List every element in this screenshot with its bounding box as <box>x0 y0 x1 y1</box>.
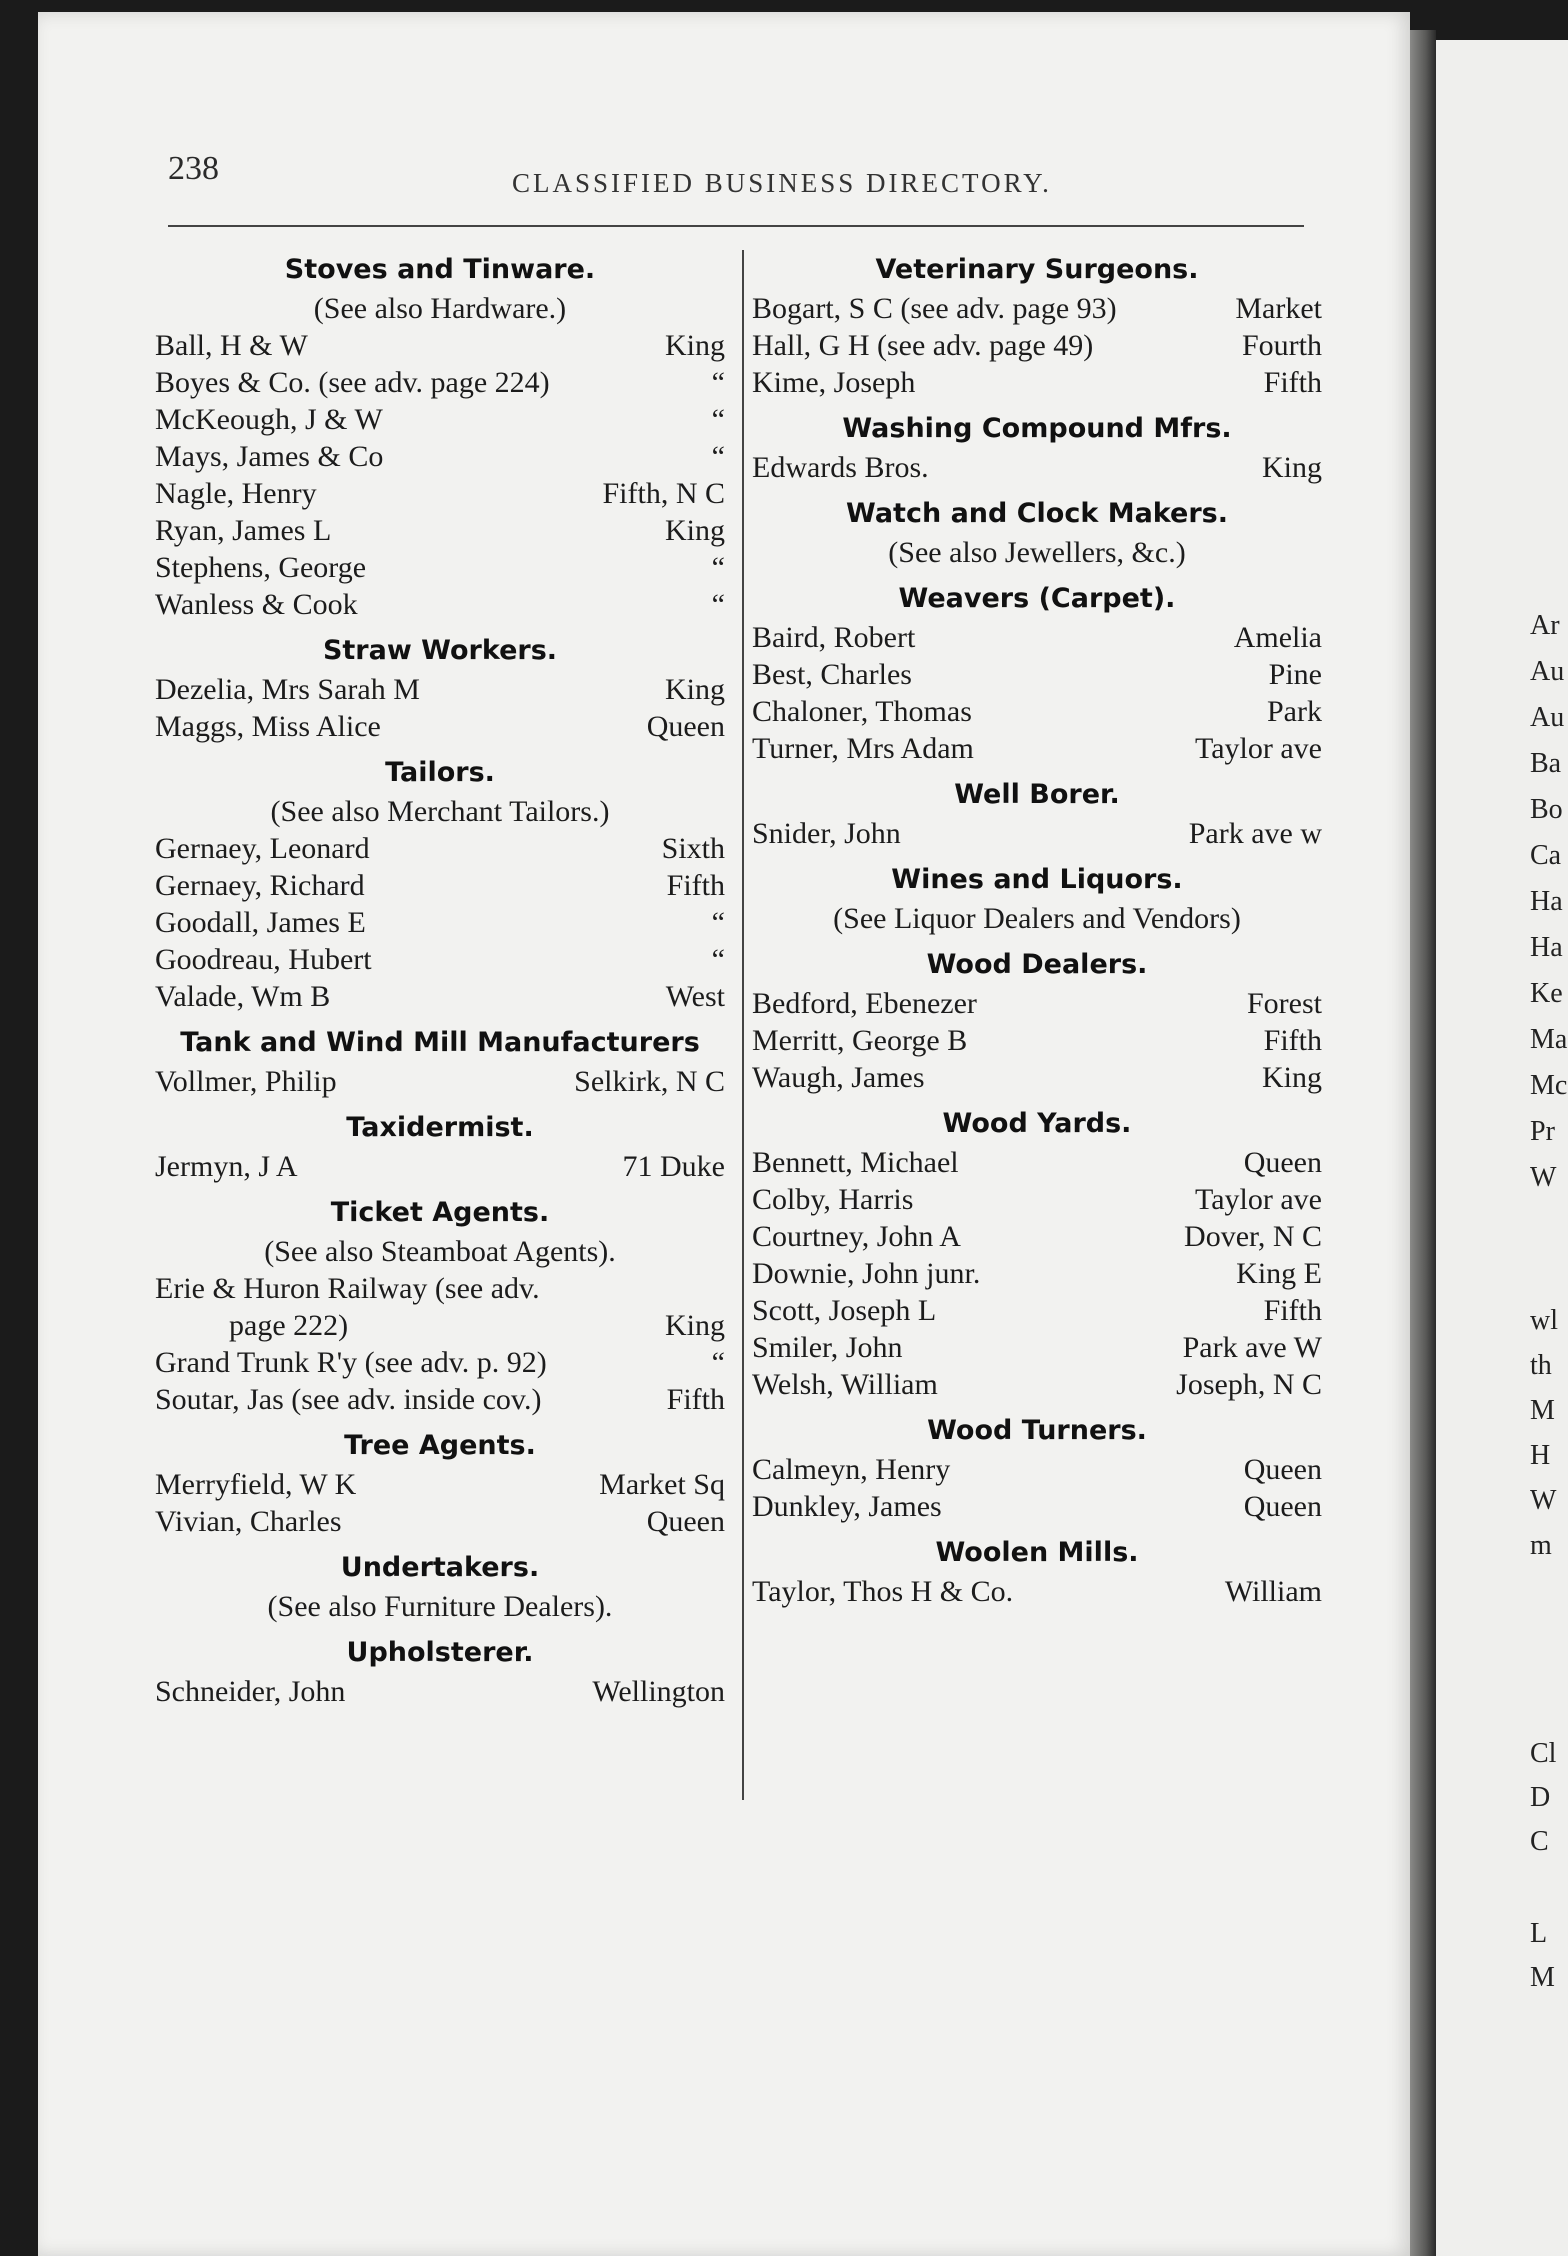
directory-section <box>155 753 725 1015</box>
directory-entry <box>752 1573 1322 1610</box>
directory-entry <box>155 1466 725 1503</box>
business-name: Snider, John <box>752 817 901 850</box>
facing-page-text-fragment: W <box>1530 1162 1557 1193</box>
business-name: Courtney, John A <box>752 1220 961 1253</box>
facing-page-text-fragment: Au <box>1530 656 1565 687</box>
business-name: Turner, Mrs Adam <box>752 732 974 765</box>
business-location: “ <box>711 588 725 621</box>
facing-page-text-fragment: th <box>1530 1350 1552 1381</box>
directory-entry <box>752 1181 1322 1218</box>
directory-entry <box>155 978 725 1015</box>
business-name: Merryfield, W K <box>155 1468 357 1501</box>
business-name: Kime, Joseph <box>752 366 916 399</box>
see-also-note: (See Liquor Dealers and Vendors) <box>833 902 1241 935</box>
see-also-note: (See also Jewellers, &c.) <box>888 536 1186 569</box>
business-location: Fifth, N C <box>602 477 725 510</box>
directory-entry <box>155 475 725 512</box>
running-title: CLASSIFIED BUSINESS DIRECTORY. <box>512 168 1052 198</box>
business-name: Schneider, John <box>155 1675 346 1708</box>
directory-entry <box>752 1144 1322 1181</box>
business-name: Waugh, James <box>752 1061 925 1094</box>
business-location: Queen <box>646 710 725 743</box>
section-heading: Taxidermist. <box>346 1112 534 1143</box>
business-name: Edwards Bros. <box>752 451 929 484</box>
business-name: Jermyn, J A <box>155 1150 298 1183</box>
business-location: Amelia <box>1233 621 1322 654</box>
business-location: Fifth <box>666 869 725 902</box>
directory-entry <box>752 1218 1322 1255</box>
business-name: Bedford, Ebenezer <box>752 987 977 1020</box>
business-name: Mays, James & Co <box>155 440 384 473</box>
business-location: Park ave W <box>1182 1331 1322 1364</box>
directory-entry <box>155 708 725 745</box>
business-name: Boyes & Co. (see adv. page 224) <box>155 366 550 399</box>
business-name: page 222) <box>229 1309 349 1342</box>
business-location: King <box>665 329 725 362</box>
business-name: Welsh, William <box>752 1368 938 1401</box>
business-name: Colby, Harris <box>752 1183 914 1216</box>
directory-section <box>155 1193 725 1418</box>
business-name: Merritt, George B <box>752 1024 968 1057</box>
section-heading: Tree Agents. <box>344 1430 536 1461</box>
business-location: King E <box>1236 1257 1322 1290</box>
business-location: William <box>1224 1575 1322 1608</box>
facing-page-text-fragment: Mc <box>1530 1070 1568 1101</box>
directory-entry <box>752 619 1322 656</box>
section-heading: Woolen Mills. <box>935 1537 1139 1568</box>
directory-section <box>752 775 1322 852</box>
business-location: Queen <box>1243 1146 1322 1179</box>
business-name: Goodall, James E <box>155 906 366 939</box>
facing-page-text-fragment: Ha <box>1530 932 1563 963</box>
business-name: Taylor, Thos H & Co. <box>752 1575 1014 1608</box>
facing-page-text-fragment: Au <box>1530 702 1565 733</box>
section-heading: Tank and Wind Mill Manufacturers <box>180 1027 700 1058</box>
business-location: “ <box>711 366 725 399</box>
business-name: Maggs, Miss Alice <box>155 710 381 743</box>
business-name: Grand Trunk R'y (see adv. p. 92) <box>155 1346 547 1379</box>
facing-page-text-fragment: m <box>1530 1530 1552 1561</box>
directory-entry <box>155 1381 725 1418</box>
directory-entry <box>752 1255 1322 1292</box>
directory-entry <box>155 941 725 978</box>
business-location: Selkirk, N C <box>574 1065 725 1098</box>
section-heading: Undertakers. <box>340 1552 540 1583</box>
business-name: Soutar, Jas (see adv. inside cov.) <box>155 1383 542 1416</box>
business-name: Dezelia, Mrs Sarah M <box>155 673 420 706</box>
business-name: Vollmer, Philip <box>155 1065 337 1098</box>
business-name: Vivian, Charles <box>155 1505 342 1538</box>
facing-page-text-fragment: M <box>1530 1395 1555 1426</box>
business-location: Fourth <box>1241 329 1322 362</box>
section-heading: Veterinary Surgeons. <box>875 254 1199 285</box>
directory-section <box>752 1411 1322 1525</box>
directory-section <box>752 860 1322 937</box>
directory-entry <box>155 1148 725 1185</box>
business-location: Queen <box>1243 1490 1322 1523</box>
business-name: Downie, John junr. <box>752 1257 981 1290</box>
directory-entry <box>752 985 1322 1022</box>
page-number: 238 <box>168 150 219 187</box>
facing-page-text-fragment: Ma <box>1530 1024 1568 1055</box>
business-name: Best, Charles <box>752 658 912 691</box>
directory-entry <box>155 1270 725 1307</box>
section-heading: Wood Dealers. <box>926 949 1148 980</box>
business-location: Taylor ave <box>1194 1183 1322 1216</box>
business-name: Wanless & Cook <box>155 588 358 621</box>
section-heading: Wood Yards. <box>942 1108 1132 1139</box>
directory-entry <box>752 730 1322 767</box>
business-name: Valade, Wm B <box>155 980 331 1013</box>
business-location: Queen <box>1243 1453 1322 1486</box>
business-name: Bennett, Michael <box>752 1146 959 1179</box>
directory-section <box>155 1023 725 1100</box>
section-heading: Stoves and Tinware. <box>284 254 596 285</box>
business-name: Nagle, Henry <box>155 477 317 510</box>
facing-page-text-fragment: L <box>1530 1918 1548 1949</box>
section-heading: Well Borer. <box>954 779 1120 810</box>
business-name: Gernaey, Leonard <box>155 832 370 865</box>
directory-section <box>155 250 725 623</box>
directory-entry <box>155 364 725 401</box>
section-heading: Tailors. <box>385 757 495 788</box>
directory-entry <box>752 1059 1322 1096</box>
see-also-note: (See also Hardware.) <box>313 292 567 325</box>
business-name: Goodreau, Hubert <box>155 943 372 976</box>
facing-page-text-fragment: Ba <box>1530 748 1562 779</box>
business-location: Market Sq <box>599 1468 725 1501</box>
business-name: Chaloner, Thomas <box>752 695 972 728</box>
directory-section <box>155 1633 725 1710</box>
directory-entry <box>155 1344 725 1381</box>
section-heading: Ticket Agents. <box>330 1197 550 1228</box>
facing-page-text-fragment: D <box>1530 1782 1551 1813</box>
section-heading: Straw Workers. <box>322 635 558 666</box>
business-location: Forest <box>1247 987 1322 1020</box>
business-location: “ <box>711 440 725 473</box>
directory-entry <box>752 327 1322 364</box>
facing-page-text-fragment: Ca <box>1530 840 1562 871</box>
facing-page <box>1436 40 1568 2256</box>
business-location: King <box>1262 451 1322 484</box>
directory-entry <box>752 815 1322 852</box>
directory-section <box>752 250 1322 401</box>
directory-entry <box>752 364 1322 401</box>
facing-page-text-fragment: Ke <box>1530 978 1563 1009</box>
business-location: King <box>665 1309 725 1342</box>
see-also-note: (See also Furniture Dealers). <box>267 1590 613 1623</box>
directory-entry <box>155 438 725 475</box>
business-name: Baird, Robert <box>752 621 916 654</box>
book-spine <box>1410 30 1436 2256</box>
business-name: Erie & Huron Railway (see adv. <box>155 1272 540 1305</box>
business-name: Ryan, James L <box>155 514 332 547</box>
directory-section <box>752 409 1322 486</box>
directory-section <box>752 1533 1322 1610</box>
directory-entry <box>155 830 725 867</box>
directory-entry <box>155 1307 725 1344</box>
see-also-note: (See also Steamboat Agents). <box>264 1235 616 1268</box>
business-location: Fifth <box>1263 366 1322 399</box>
directory-section <box>752 945 1322 1096</box>
directory-entry <box>155 1063 725 1100</box>
directory-entry <box>752 1366 1322 1403</box>
business-location: Pine <box>1268 658 1322 691</box>
facing-page-text-fragment: H <box>1530 1440 1551 1471</box>
business-location: 71 Duke <box>622 1150 725 1183</box>
directory-section <box>155 631 725 745</box>
business-name: Dunkley, James <box>752 1490 942 1523</box>
business-location: “ <box>711 551 725 584</box>
business-location: Park <box>1267 695 1322 728</box>
directory-entry <box>155 904 725 941</box>
section-heading: Wines and Liquors. <box>891 864 1183 895</box>
directory-section <box>155 1108 725 1185</box>
directory-entry <box>752 1022 1322 1059</box>
section-heading: Upholsterer. <box>346 1637 534 1668</box>
business-location: “ <box>711 1346 725 1379</box>
business-name: Scott, Joseph L <box>752 1294 937 1327</box>
column-divider <box>742 250 744 1800</box>
business-location: Dover, N C <box>1184 1220 1322 1253</box>
directory-section <box>155 1548 725 1625</box>
directory-entry <box>752 449 1322 486</box>
directory-entry <box>155 512 725 549</box>
business-name: Ball, H & W <box>155 329 308 362</box>
business-location: Market <box>1235 292 1322 325</box>
business-location: “ <box>711 906 725 939</box>
see-also-note: (See also Merchant Tailors.) <box>270 795 610 828</box>
directory-section <box>752 494 1322 571</box>
section-heading: Wood Turners. <box>927 1415 1147 1446</box>
directory-entry <box>752 656 1322 693</box>
business-location <box>717 1270 725 1307</box>
business-location: King <box>665 673 725 706</box>
directory-entry <box>752 1488 1322 1525</box>
directory-entry <box>155 549 725 586</box>
business-location: Queen <box>646 1505 725 1538</box>
business-location: West <box>665 980 725 1013</box>
directory-entry <box>155 327 725 364</box>
right-column <box>752 242 1322 1610</box>
business-name: Smiler, John <box>752 1331 903 1364</box>
directory-entry <box>752 1451 1322 1488</box>
directory-entry <box>752 693 1322 730</box>
business-location: “ <box>711 403 725 436</box>
directory-entry <box>155 671 725 708</box>
directory-section <box>752 1104 1322 1403</box>
business-location: Fifth <box>1263 1294 1322 1327</box>
directory-section <box>752 579 1322 767</box>
business-location: Wellington <box>592 1675 725 1708</box>
directory-section <box>155 1426 725 1540</box>
facing-page-text-fragment: Bo <box>1530 794 1563 825</box>
business-location: Taylor ave <box>1194 732 1322 765</box>
facing-page-text-fragment: M <box>1530 1962 1555 1993</box>
facing-page-text-fragment: Ar <box>1530 610 1560 641</box>
section-heading: Watch and Clock Makers. <box>846 498 1228 529</box>
directory-entry <box>752 290 1322 327</box>
facing-page-text-fragment: Ha <box>1530 886 1563 917</box>
business-name: Bogart, S C (see adv. page 93) <box>752 292 1117 325</box>
facing-page-text-fragment: Cl <box>1530 1738 1557 1769</box>
business-name: Hall, G H (see adv. page 49) <box>752 329 1094 362</box>
business-location: King <box>665 514 725 547</box>
business-location: Joseph, N C <box>1176 1368 1322 1401</box>
business-location: Fifth <box>666 1383 725 1416</box>
business-location: King <box>1262 1061 1322 1094</box>
facing-page-text-fragment: Pr <box>1530 1116 1555 1147</box>
facing-page-text-fragment: W <box>1530 1485 1557 1516</box>
directory-entry <box>155 586 725 623</box>
business-location: Sixth <box>661 832 725 865</box>
business-name: Calmeyn, Henry <box>752 1453 951 1486</box>
facing-page-text-fragment: C <box>1530 1826 1549 1857</box>
directory-entry <box>155 1673 725 1710</box>
business-name: Stephens, George <box>155 551 367 584</box>
left-column <box>155 242 725 1710</box>
business-name: McKeough, J & W <box>155 403 383 436</box>
business-location: Fifth <box>1263 1024 1322 1057</box>
facing-page-text-fragment: wl <box>1530 1305 1558 1336</box>
section-heading: Washing Compound Mfrs. <box>842 413 1232 444</box>
directory-entry <box>752 1329 1322 1366</box>
business-name: Gernaey, Richard <box>155 869 365 902</box>
directory-entry <box>752 1292 1322 1329</box>
directory-entry <box>155 1503 725 1540</box>
section-heading: Weavers (Carpet). <box>898 583 1176 614</box>
directory-entry <box>155 401 725 438</box>
header-rule <box>168 225 1304 227</box>
business-location: “ <box>711 943 725 976</box>
business-location: Park ave w <box>1188 817 1322 850</box>
directory-entry <box>155 867 725 904</box>
